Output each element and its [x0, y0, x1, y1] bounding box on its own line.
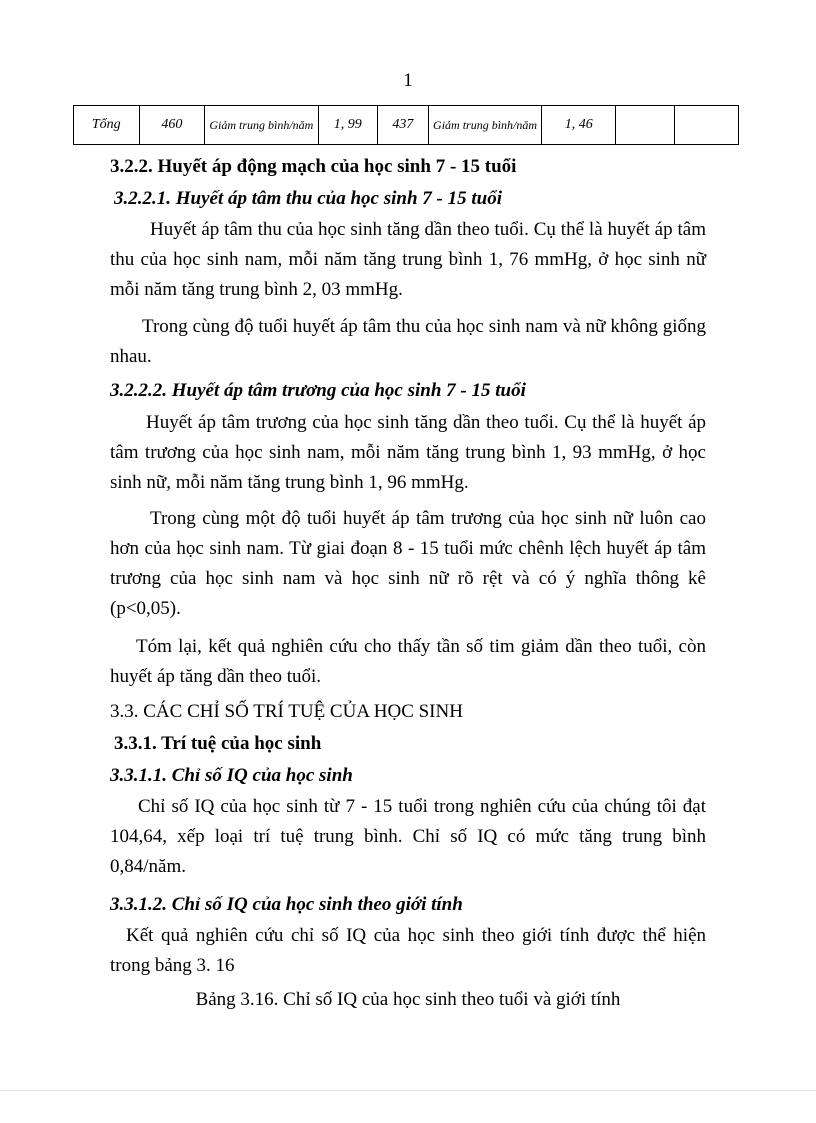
paragraph: Tóm lại, kết quả nghiên cứu cho thấy tần số tim giảm dần theo tuổi, còn huyết áp tăng dần theo tuổi.: [110, 636, 706, 687]
empty-cell: [675, 106, 739, 145]
male-count-cell: 460: [139, 106, 205, 145]
female-trend-cell: Giảm trung bình/năm: [428, 106, 541, 145]
row-label-cell: Tổng: [74, 106, 140, 145]
subsection-heading: 3.2.2.1. Huyết áp tâm thu của học sinh 7 - 15 tuổi: [114, 188, 502, 209]
male-rate-cell: 1, 99: [318, 106, 377, 145]
subsection-heading: 3.2.2.2. Huyết áp tâm trương của học sinh 7 - 15 tuổi: [110, 380, 526, 401]
paragraph: Chỉ số IQ của học sinh từ 7 - 15 tuổi trong nghiên cứu của chúng tôi đạt 104,64, xếp loại trí tuệ trung bình. Chỉ số IQ có mức tăng trung bình 0,84/năm.: [110, 796, 706, 877]
page-number: 1: [403, 70, 413, 91]
table-caption: Bảng 3.16. Chỉ số IQ của học sinh theo tuổi và giới tính: [195, 989, 621, 1010]
section-heading: 3.3. CÁC CHỈ SỐ TRÍ TUỆ CỦA HỌC SINH: [110, 701, 463, 722]
empty-cell: [616, 106, 675, 145]
subsection-heading: 3.3.1.2. Chỉ số IQ của học sinh theo giới tính: [110, 894, 463, 915]
female-count-cell: 437: [377, 106, 428, 145]
paragraph: Huyết áp tâm thu của học sinh tăng dần theo tuổi. Cụ thể là huyết áp tâm thu của học sinh nam, mỗi năm tăng trung bình 1, 76 mmHg, ở học sinh nữ mỗi năm tăng trung bình 2, 03 mmHg.: [110, 219, 706, 300]
table-row: [74, 106, 739, 145]
male-trend-cell: Giảm trung bình/năm: [205, 106, 318, 145]
female-rate-cell: 1, 46: [542, 106, 616, 145]
paragraph: Huyết áp tâm trương của học sinh tăng dần theo tuổi. Cụ thể là huyết áp tâm trương của học sinh nam, mỗi năm tăng trung bình 1, 93 mmHg, ở học sinh nữ, mỗi năm tăng trung bình 1, 96 mmHg.: [110, 412, 706, 493]
summary-table: [73, 105, 739, 145]
paragraph: Kết quả nghiên cứu chỉ số IQ của học sinh theo giới tính được thể hiện trong bảng 3. 16: [110, 925, 706, 976]
section-heading: 3.2.2. Huyết áp động mạch của học sinh 7 - 15 tuổi: [110, 156, 517, 177]
paragraph: Trong cùng độ tuổi huyết áp tâm thu của học sinh nam và nữ không giống nhau.: [110, 316, 706, 367]
paragraph: Trong cùng một độ tuổi huyết áp tâm trương của học sinh nữ luôn cao hơn của học sinh nam. Từ giai đoạn 8 - 15 tuổi mức chênh lệch huyết áp tâm trương của học sinh nam và học sinh nữ rõ rệt và có ý nghĩa thông kê (p<0,05).: [110, 508, 706, 619]
section-heading: 3.3.1. Trí tuệ của học sinh: [114, 733, 322, 754]
subsection-heading: 3.3.1.1. Chỉ số IQ của học sinh: [110, 765, 353, 786]
page-divider: [0, 1090, 816, 1091]
